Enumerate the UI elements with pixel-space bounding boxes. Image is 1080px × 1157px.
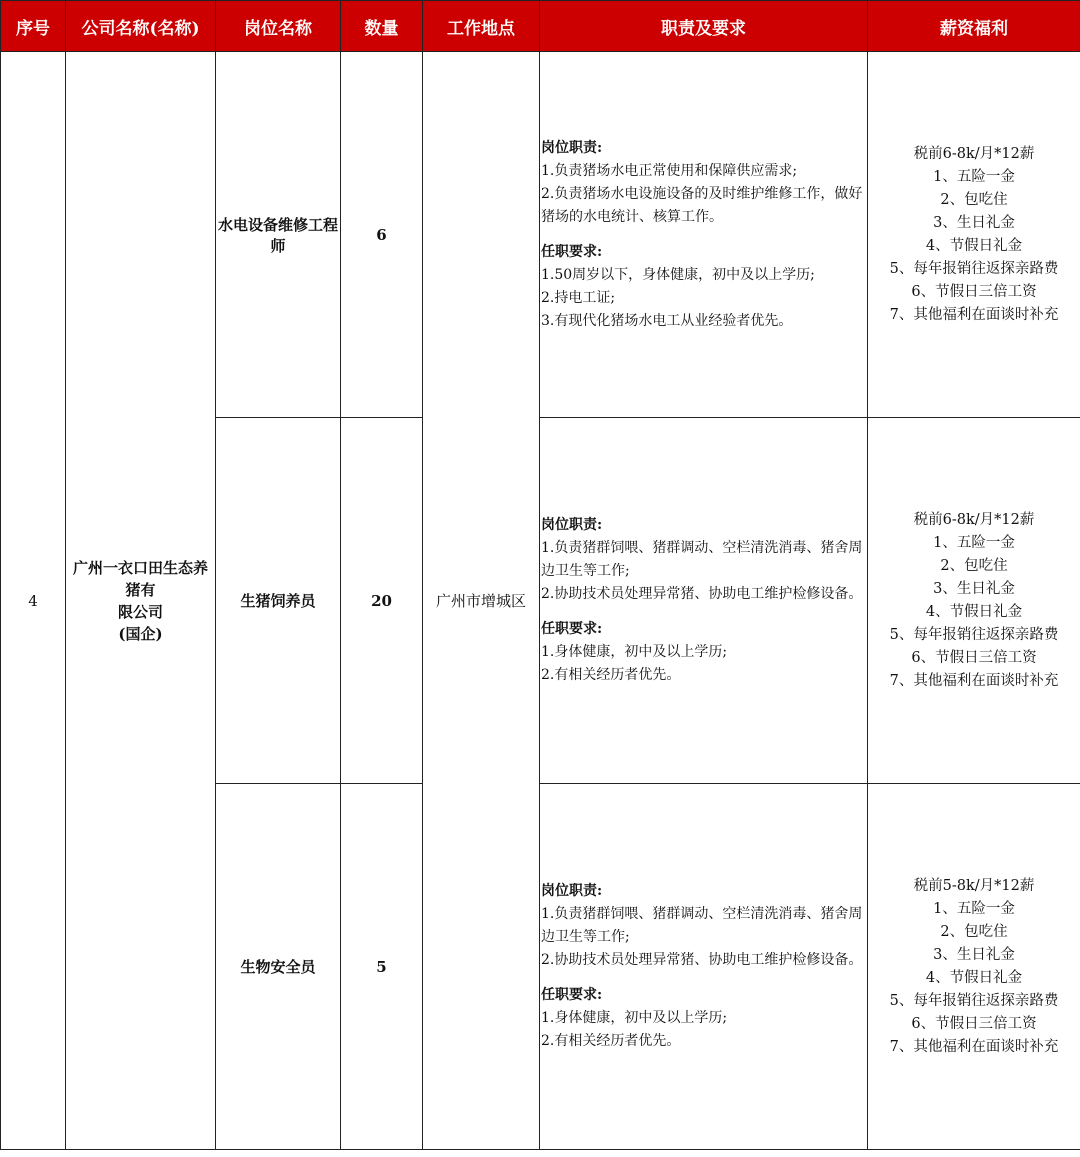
benefit-item: 5、每年报销往返探亲路费 <box>889 992 1059 1009</box>
benefit-item: 3、生日礼金 <box>933 946 1015 963</box>
salary: 税前6-8k/月*12薪 <box>913 511 1035 528</box>
benefits-cell <box>868 52 1080 418</box>
row-index: 4 <box>1 52 66 1150</box>
requirement-item: 1.身体健康，初中及以上学历; <box>541 1010 728 1026</box>
position-count: 20 <box>341 418 423 784</box>
header-index: 序号 <box>1 1 66 52</box>
requirements-heading: 任职要求: <box>541 621 603 637</box>
benefit-item: 7、其他福利在面谈时补充 <box>889 672 1059 689</box>
benefit-item: 2、包吃住 <box>940 923 1008 940</box>
position-title: 生物安全员 <box>216 784 341 1150</box>
position-title: 水电设备维修工程师 <box>216 52 341 418</box>
duty-item: 2.负责猪场水电设施设备的及时维护维修工作，做好猪场的水电统计、核算工作。 <box>541 185 863 225</box>
company-type: (国企) <box>118 624 163 643</box>
header-row <box>1 1 1080 52</box>
requirements-heading: 任职要求: <box>541 243 603 260</box>
requirement-item: 1.50周岁以下，身体健康，初中及以上学历; <box>541 266 815 283</box>
benefit-item: 1、五险一金 <box>933 900 1015 917</box>
salary: 税前5-8k/月*12薪 <box>913 877 1035 894</box>
duties-heading: 岗位职责: <box>541 139 603 156</box>
benefit-item: 1、五险一金 <box>933 534 1015 551</box>
benefits-cell <box>868 418 1080 784</box>
benefit-item: 6、节假日三倍工资 <box>911 649 1037 666</box>
duty-item: 2.协助技术员处理异常猪、协助电工维护检修设备。 <box>541 586 863 602</box>
duties-cell <box>540 784 868 1150</box>
requirement-item: 2.持电工证; <box>541 289 616 306</box>
benefit-item: 4、节假日礼金 <box>925 237 1023 254</box>
duty-item: 1.负责猪群饲喂、猪群调动、空栏清洗消毒、猪舍周边卫生等工作; <box>541 540 863 579</box>
benefit-item: 5、每年报销往返探亲路费 <box>889 626 1059 643</box>
company-name-cell <box>66 52 216 1150</box>
benefit-item: 7、其他福利在面谈时补充 <box>889 306 1059 323</box>
position-title: 生猪饲养员 <box>216 418 341 784</box>
requirement-item: 3.有现代化猪场水电工从业经验者优先。 <box>541 312 793 329</box>
requirements-heading: 任职要求: <box>541 987 603 1003</box>
table-row <box>1 52 1080 418</box>
benefit-item: 4、节假日礼金 <box>925 969 1023 986</box>
salary: 税前6-8k/月*12薪 <box>913 145 1035 162</box>
duties-heading: 岗位职责: <box>541 883 603 899</box>
benefit-item: 2、包吃住 <box>940 557 1008 574</box>
header-position: 岗位名称 <box>216 1 341 52</box>
requirement-item: 2.有相关经历者优先。 <box>541 667 681 683</box>
duty-item: 1.负责猪群饲喂、猪群调动、空栏清洗消毒、猪舍周边卫生等工作; <box>541 906 863 945</box>
header-count: 数量 <box>341 1 423 52</box>
position-count: 6 <box>341 52 423 418</box>
header-benefits: 薪资福利 <box>868 1 1080 52</box>
header-location: 工作地点 <box>423 1 540 52</box>
header-duties: 职责及要求 <box>540 1 868 52</box>
benefit-item: 3、生日礼金 <box>933 580 1015 597</box>
benefit-item: 4、节假日礼金 <box>925 603 1023 620</box>
benefit-item: 1、五险一金 <box>933 168 1015 185</box>
benefit-item: 3、生日礼金 <box>933 214 1015 231</box>
header-company: 公司名称(名称) <box>66 1 216 52</box>
duties-cell <box>540 418 868 784</box>
benefit-item: 7、其他福利在面谈时补充 <box>889 1038 1059 1055</box>
benefit-item: 2、包吃住 <box>940 191 1008 208</box>
duties-heading: 岗位职责: <box>541 517 603 533</box>
benefit-item: 6、节假日三倍工资 <box>911 1015 1037 1032</box>
work-location: 广州市增城区 <box>423 52 540 1150</box>
benefit-item: 6、节假日三倍工资 <box>911 283 1037 300</box>
benefit-item: 5、每年报销往返探亲路费 <box>889 260 1059 277</box>
company-name-line: 限公司 <box>117 602 163 621</box>
duty-item: 1.负责猪场水电正常使用和保障供应需求; <box>541 162 798 179</box>
duties-cell <box>540 52 868 418</box>
duty-item: 2.协助技术员处理异常猪、协助电工维护检修设备。 <box>541 952 863 968</box>
benefits-cell <box>868 784 1080 1150</box>
position-count: 5 <box>341 784 423 1150</box>
requirement-item: 2.有相关经历者优先。 <box>541 1033 681 1049</box>
company-name-line: 广州一衣口田生态养猪有 <box>72 558 208 599</box>
requirement-item: 1.身体健康，初中及以上学历; <box>541 644 728 660</box>
